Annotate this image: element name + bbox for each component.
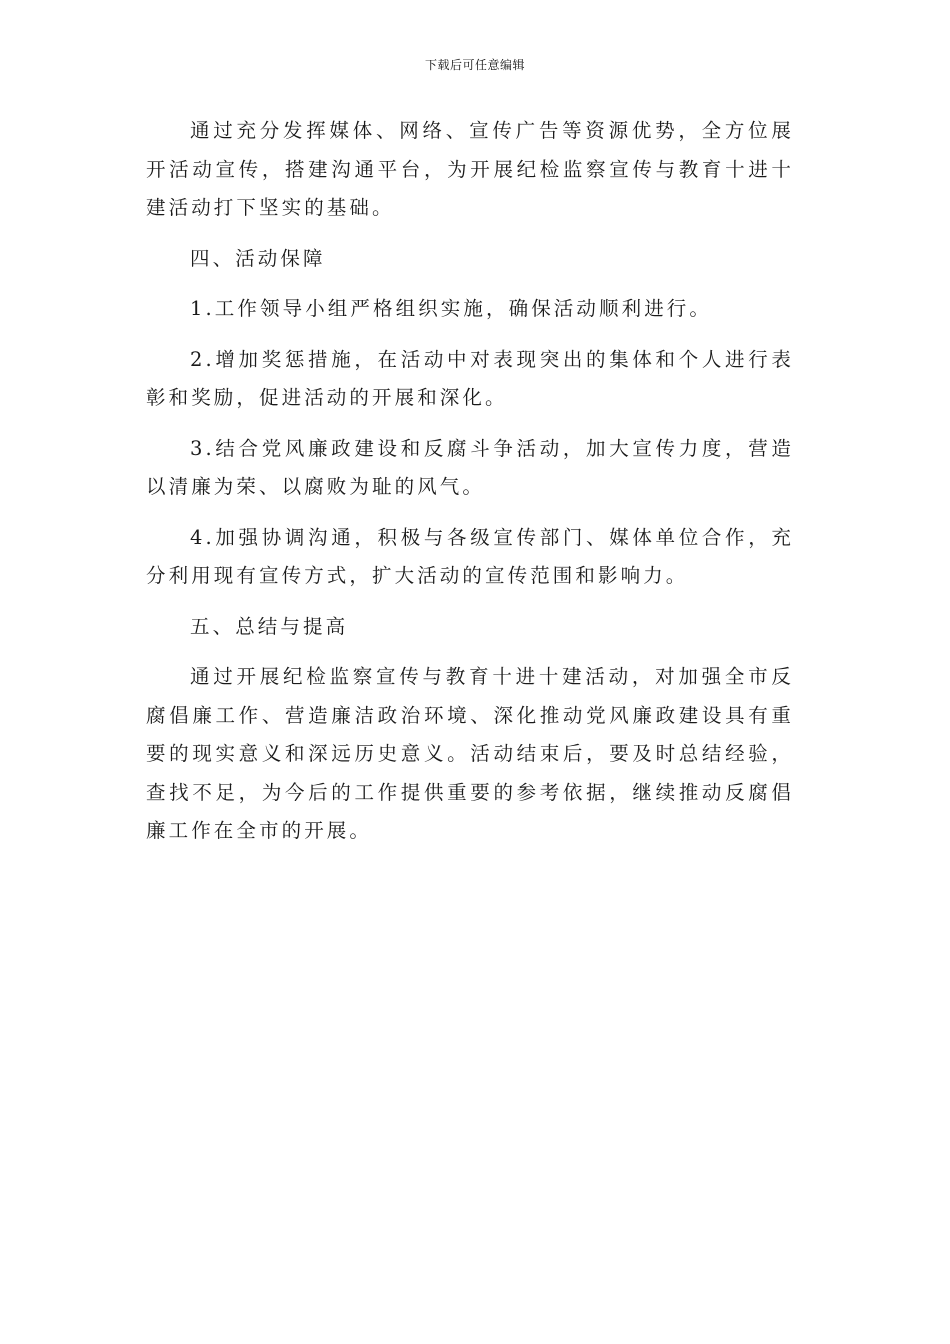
section-heading-4: 四、活动保障 bbox=[190, 246, 326, 270]
conclusion-paragraph: 通过开展纪检监察宣传与教育十进十建活动，对加强全市反腐倡廉工作、营造廉洁政治环境、深化推动党风廉政建设具有重要的现实意义和深远历史意义。活动结束后，要及时总结经验，查找不足，为今后的工作提供重要的参考依据，继续推动反腐倡廉工作在全市的开展。 bbox=[146, 665, 794, 842]
list-item-1: 1.工作领导小组严格组织实施，确保活动顺利进行。 bbox=[190, 297, 713, 320]
intro-paragraph: 通过充分发挥媒体、网络、宣传广告等资源优势，全方位展开活动宣传，搭建沟通平台，为开展纪检监察宣传与教育十进十建活动打下坚实的基础。 bbox=[146, 119, 794, 219]
list-item-3: 3.结合党风廉政建设和反腐斗争活动，加大宣传力度，营造以清廉为荣、以腐败为耻的风气。 bbox=[146, 436, 794, 498]
list-item-4: 4.加强协调沟通，积极与各级宣传部门、媒体单位合作，充分利用现有宣传方式，扩大活动的宣传范围和影响力。 bbox=[146, 525, 794, 587]
document-body bbox=[146, 112, 794, 863]
section-heading-5: 五、总结与提高 bbox=[190, 614, 349, 638]
list-item-2: 2.增加奖惩措施，在活动中对表现突出的集体和个人进行表彰和奖励，促进活动的开展和深化。 bbox=[146, 347, 794, 409]
header-note: 下载后可任意编辑 bbox=[424, 58, 525, 72]
